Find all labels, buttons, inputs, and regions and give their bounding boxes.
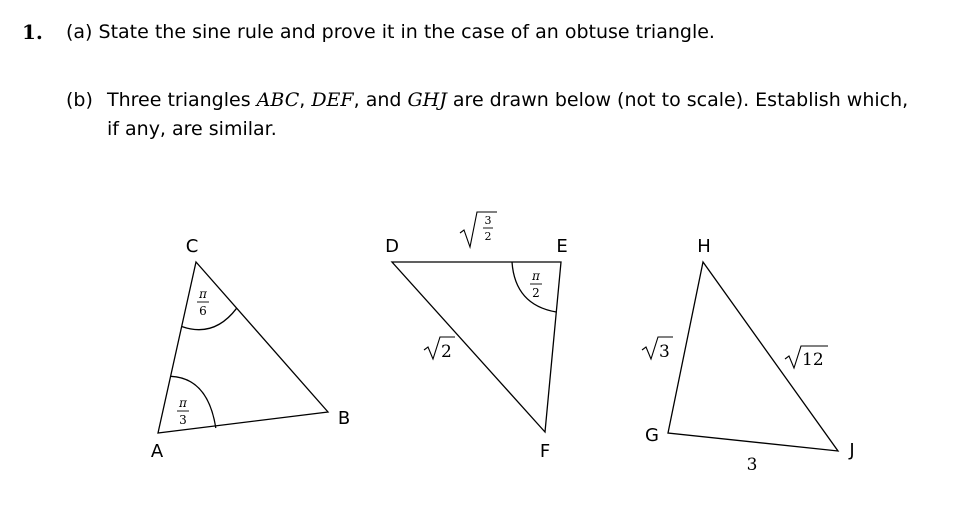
part-b-text-2: are drawn below (not to scale). Establish which, if any, are similar. (107, 89, 909, 140)
angle-e-num: π (532, 269, 540, 283)
part-b-sep-2: , and (353, 89, 408, 111)
angle-a-num: π (179, 396, 187, 410)
part-b-sep-1: , (299, 89, 312, 111)
side-de-label (460, 212, 497, 247)
vertex-e: E (556, 236, 568, 257)
side-gh-value: 3 (659, 342, 670, 362)
angle-c-den: 6 (199, 304, 207, 318)
triangle-ghj-name: GHJ (407, 89, 447, 111)
side-gh-label (642, 337, 673, 362)
triangle-def-name: DEF (311, 89, 354, 111)
part-a-text: State the sine rule and prove it in the case of an obtuse triangle. (98, 21, 715, 43)
angle-c-arc (182, 308, 237, 329)
vertex-c: C (185, 236, 199, 257)
vertex-h: H (697, 236, 711, 257)
part-a-tag: (a) (66, 21, 93, 43)
side-df-value: 2 (441, 342, 452, 362)
side-de-den: 2 (484, 230, 492, 243)
vertex-a: A (150, 441, 164, 462)
side-de-num: 3 (484, 214, 492, 227)
part-b-text-1: Three triangles (107, 89, 257, 111)
side-gj-label: 3 (746, 455, 758, 475)
angle-a-label (177, 396, 189, 427)
angle-e-den: 2 (532, 286, 540, 300)
vertex-j: J (849, 440, 855, 461)
vertex-g: G (645, 425, 659, 446)
angle-c-num: π (199, 287, 207, 301)
angle-a-arc (171, 376, 216, 428)
vertex-d: D (385, 236, 399, 257)
vertex-b: B (337, 408, 351, 429)
angle-a-den: 3 (179, 413, 187, 427)
side-hj-value: 12 (802, 350, 824, 370)
vertex-f: F (539, 441, 551, 462)
side-hj-label (785, 346, 828, 370)
angle-e-label (530, 269, 542, 300)
angle-c-label (197, 287, 209, 318)
side-df-label (424, 337, 455, 362)
question-number: 1. (22, 20, 43, 44)
part-b-tag: (b) (66, 89, 93, 111)
triangle-abc-name: ABC (256, 89, 300, 111)
